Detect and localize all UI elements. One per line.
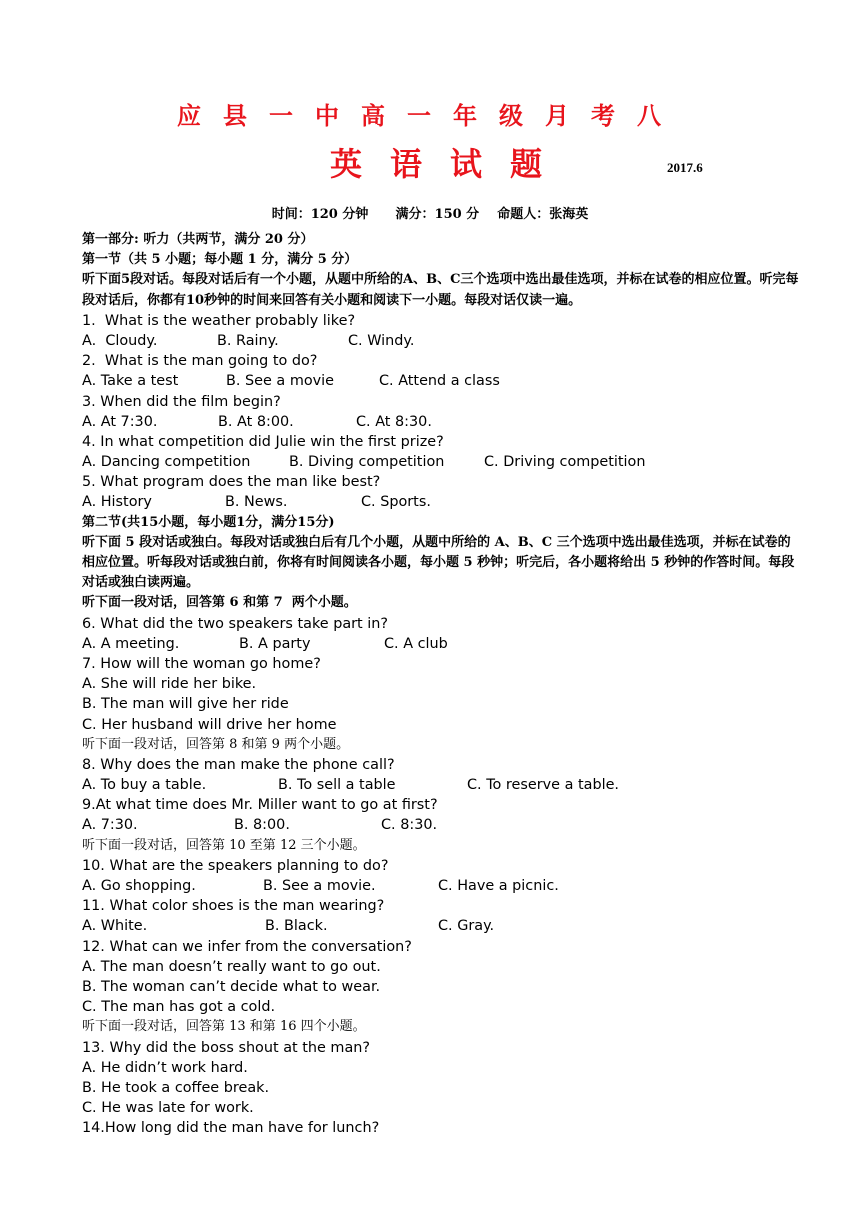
option-7a: A. She will ride her bike. (82, 676, 257, 693)
question-8: 8. Why does the man make the phone call? (82, 756, 395, 773)
option-c: C. At 8:30. (356, 413, 432, 430)
group2-intro: 听下面一段对话，回答第 8 和第 9 两个小题。 (82, 736, 350, 752)
question-9: 9.At what time does Mr. Miller want to go at first? (82, 797, 438, 814)
question-14: 14.How long did the man have for lunch? (82, 1120, 380, 1137)
question-6: 6. What did the two speakers take part in? (82, 615, 389, 632)
question-3: 3. When did the film begin? (82, 393, 281, 410)
option-b: B. See a movie (226, 373, 335, 390)
option-c: C. Gray. (438, 918, 495, 935)
question-7: 7. How will the woman go home? (82, 655, 321, 672)
option-b: B. At 8:00. (218, 413, 294, 430)
question-10: 10. What are the speakers planning to do? (82, 857, 389, 874)
section1-instructions: 听下面5段对话。每段对话后有一个小题，从题中所给的A、B、C三个选项中选出最佳选项，并标在试卷的相应位置。听完每段对话后，你都有10秒钟的时间来回答有关小题和阅读下一小题。每段对话仅读一遍。 (82, 272, 799, 308)
option-c: C. Driving competition (484, 454, 646, 471)
exam-date: 2017.6 (667, 160, 703, 175)
option-b: B. See a movie. (263, 878, 376, 895)
option-b: B. Rainy. (217, 332, 279, 349)
option-7b: B. The man will give her ride (82, 696, 289, 713)
option-b: B. News. (225, 494, 288, 511)
exam-meta: 时间：120 分钟 满分：150 分 命题人：张海英 (271, 207, 589, 222)
question-1: 1. What is the weather probably like? (82, 312, 356, 329)
option-c: C. Have a picnic. (438, 878, 559, 895)
options-10 (82, 876, 802, 896)
part1-title: 第一部分: 听力（共两节，满分 20 分） (82, 232, 314, 247)
option-c: C. Attend a class (379, 373, 500, 390)
option-c: C. Sports. (361, 494, 431, 511)
options-9 (82, 815, 802, 835)
question-5: 5. What program does the man like best? (82, 474, 381, 491)
option-13c: C. He was late for work. (82, 1100, 254, 1117)
options-8 (82, 775, 802, 795)
option-7c: C. Her husband will drive her home (82, 716, 337, 733)
option-a: A. To buy a table. (82, 777, 207, 794)
option-c: C. Windy. (348, 332, 415, 349)
exam-body (82, 230, 802, 1138)
options-11 (82, 916, 802, 936)
option-b: B. Diving competition (289, 454, 445, 471)
section1-title: 第一节（共 5 小题；每小题 1 分，满分 5 分） (82, 252, 358, 268)
question-12: 12. What can we infer from the conversation? (82, 938, 412, 955)
option-a: A. White. (82, 918, 148, 935)
question-11: 11. What color shoes is the man wearing? (82, 898, 385, 915)
option-a: A. Cloudy. (82, 332, 158, 349)
option-a: A. At 7:30. (82, 413, 158, 430)
options-6 (82, 634, 802, 654)
option-13a: A. He didn’t work hard. (82, 1059, 248, 1076)
option-a: A. 7:30. (82, 817, 138, 834)
option-12a: A. The man doesn’t really want to go out. (82, 958, 381, 975)
question-13: 13. Why did the boss shout at the man? (82, 1039, 371, 1056)
group3-intro: 听下面一段对话，回答第 10 至第 12 三个小题。 (82, 837, 366, 853)
option-c: C. To reserve a table. (467, 777, 619, 794)
options-3 (82, 412, 802, 432)
school-title: 应县一中高一年级月考八 (177, 101, 683, 130)
option-a: A. Go shopping. (82, 878, 196, 895)
options-4 (82, 452, 802, 472)
option-b: B. A party (239, 635, 311, 652)
options-5 (82, 492, 802, 512)
option-b: B. To sell a table (278, 777, 396, 794)
option-12b: B. The woman can’t decide what to wear. (82, 978, 381, 995)
option-a: A. A meeting. (82, 635, 180, 652)
group1-intro: 听下面一段对话，回答第 6 和第 7 两个小题。 (82, 595, 357, 611)
option-a: A. Take a test (82, 373, 179, 390)
section2-title: 第二节(共15小题，每小题1分，满分15分) (82, 514, 335, 530)
option-a: A. Dancing competition (82, 454, 251, 471)
option-c: C. A club (384, 635, 448, 652)
options-2 (82, 371, 802, 391)
section2-instructions: 听下面 5 段对话或独白。每段对话或独白后有几个小题，从题中所给的 A、B、C 三个选项中选出最佳选项，并标在试卷的相应位置。听每段对话或独白前，你将有时间阅读各小题，每小题 5 秒钟；听完后，各小题将给出 5 秒钟的作答时间。每段对话或独白读两遍。 (82, 534, 795, 591)
option-13b: B. He took a coffee break. (82, 1079, 270, 1096)
option-a: A. History (82, 494, 152, 511)
option-b: B. 8:00. (234, 817, 290, 834)
question-4: 4. In what competition did Julie win the first prize? (82, 433, 444, 450)
option-c: C. 8:30. (381, 817, 438, 834)
question-2: 2. What is the man going to do? (82, 353, 318, 370)
option-12c: C. The man has got a cold. (82, 999, 276, 1016)
option-b: B. Black. (265, 918, 328, 935)
subject-title: 英语试题 (330, 145, 571, 183)
group4-intro: 听下面一段对话，回答第 13 和第 16 四个小题。 (82, 1019, 366, 1035)
options-1 (82, 331, 802, 351)
